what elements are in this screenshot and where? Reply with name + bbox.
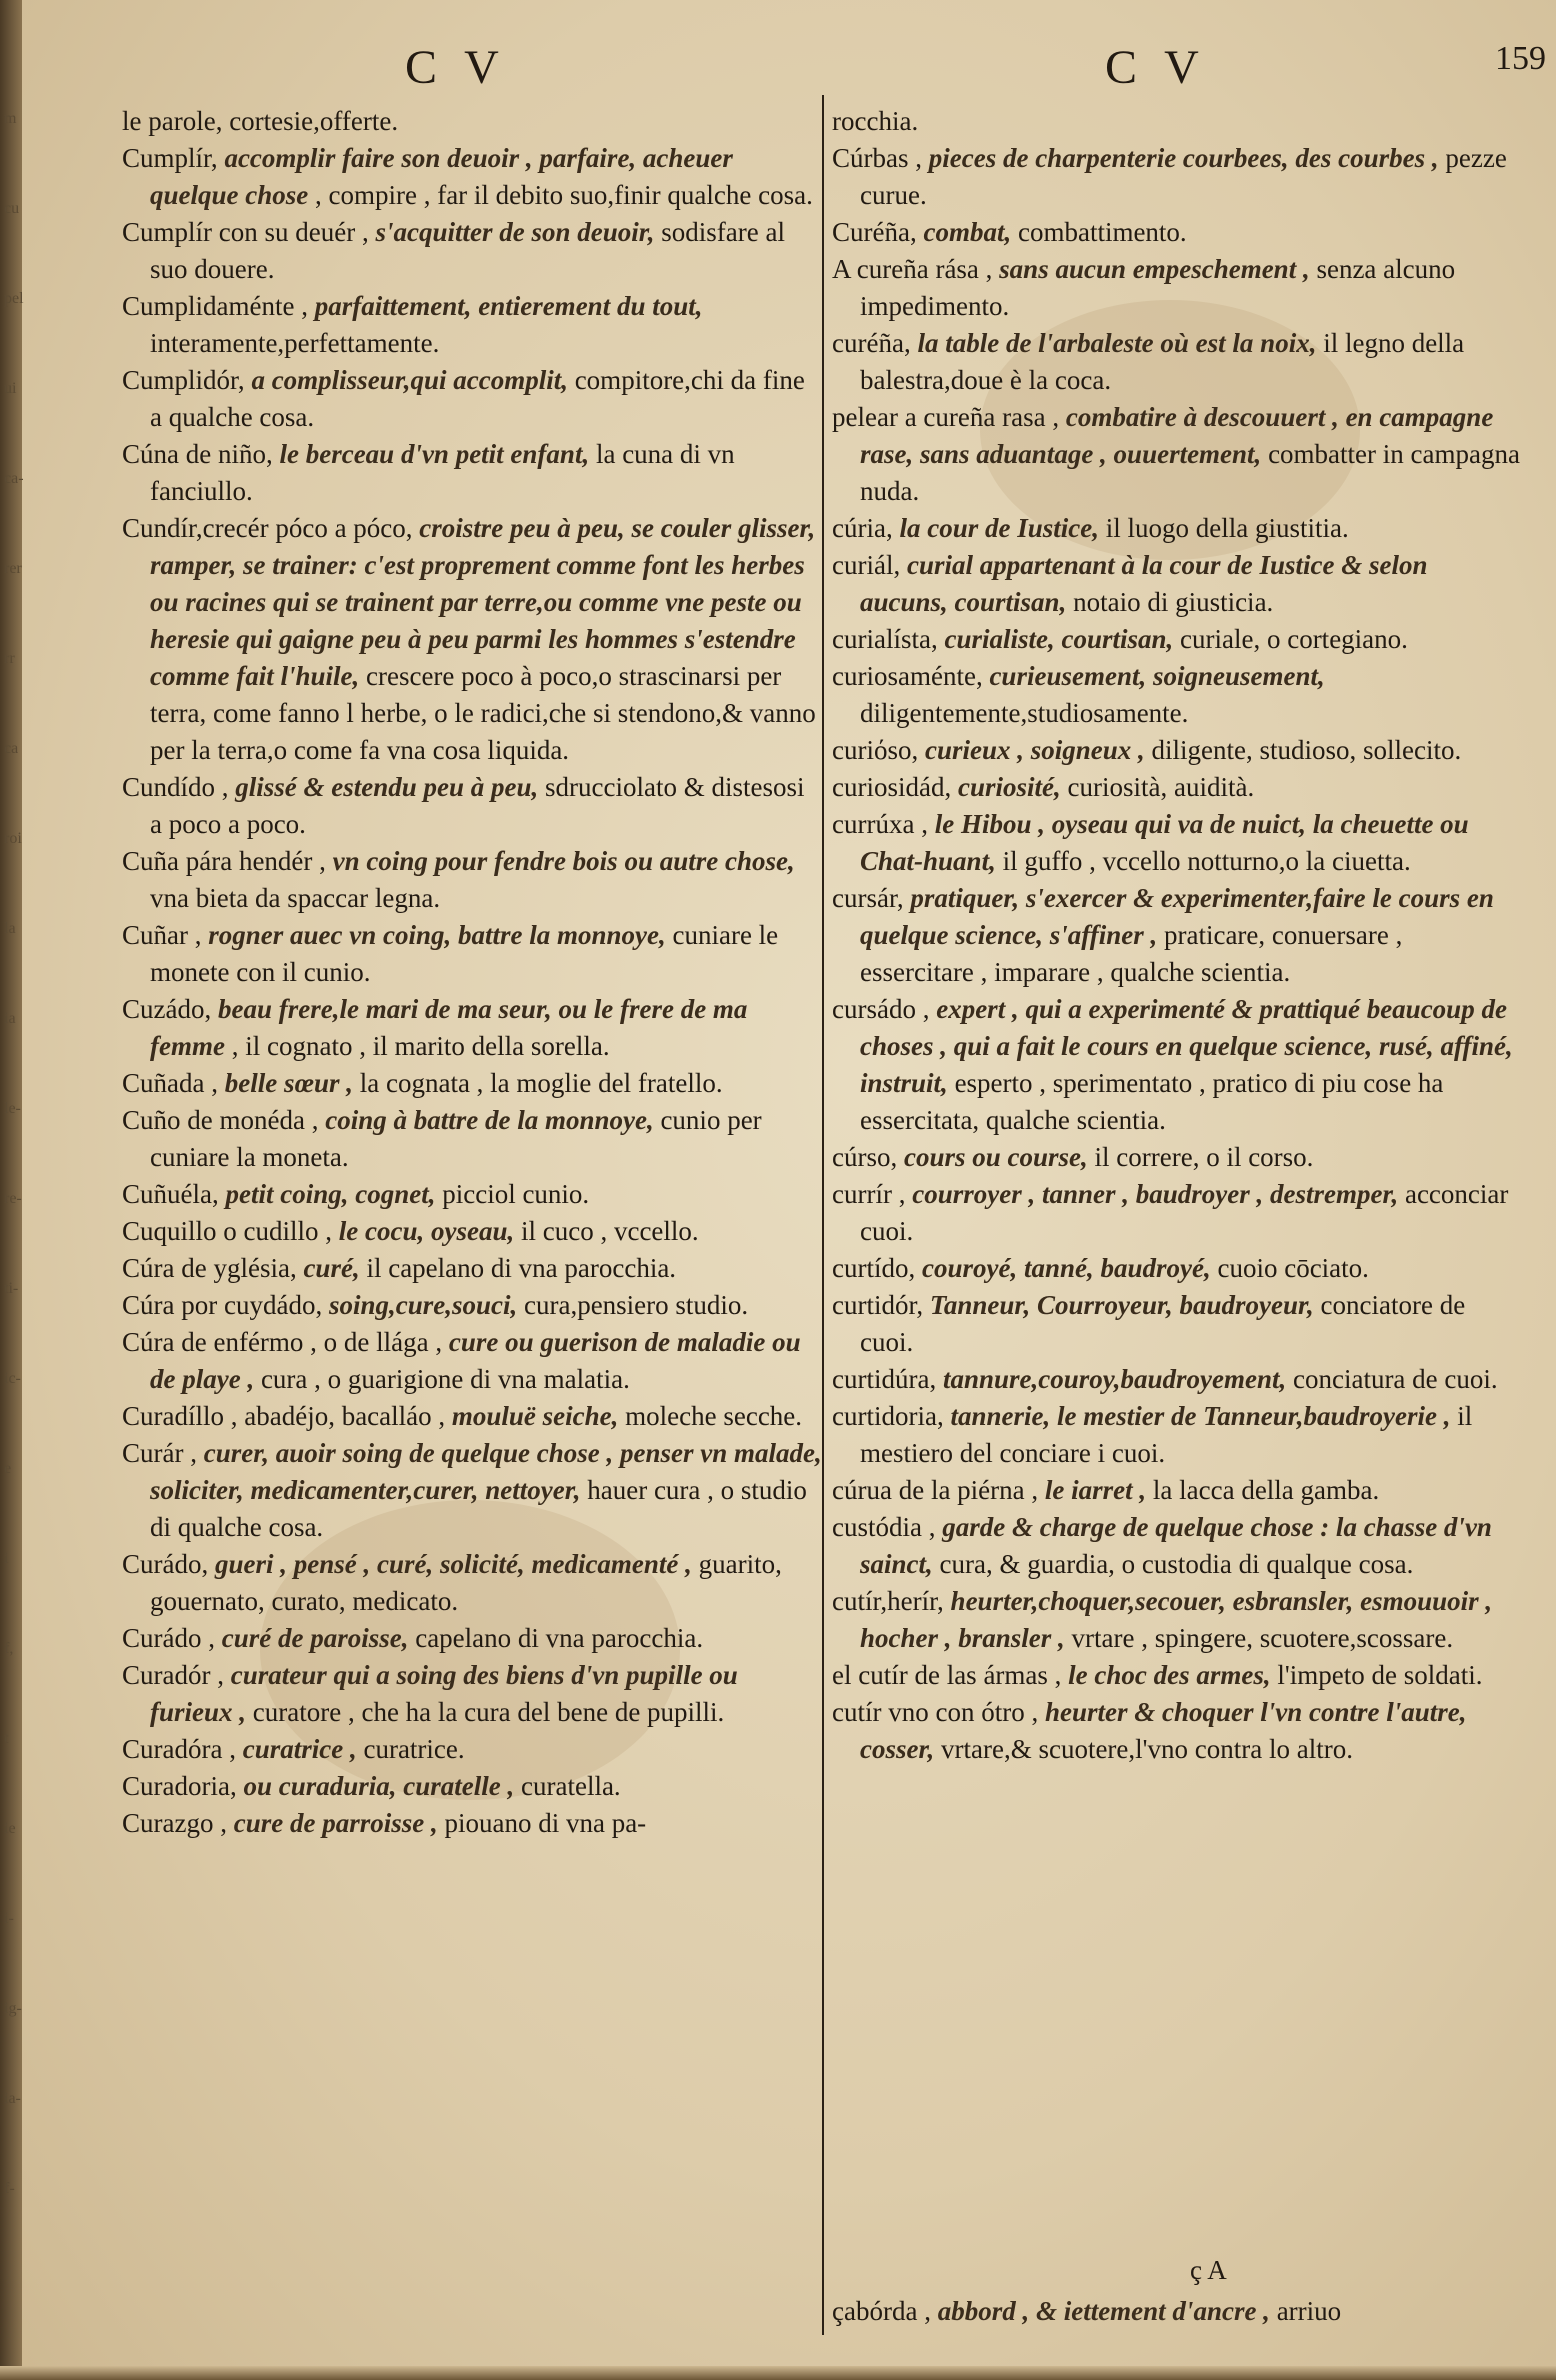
headword-spanish: currír , <box>832 1179 906 1209</box>
headword-spanish: Cuñuéla, <box>122 1179 219 1209</box>
translation-french: abbord , & iettement d'ancre , <box>937 2296 1270 2326</box>
margin-fragment: pel <box>4 290 24 307</box>
dictionary-entry <box>122 1398 822 1435</box>
translation-french: la table de l'arbaleste où est la noix, <box>917 328 1317 358</box>
headword-spanish: Curár , <box>122 1438 197 1468</box>
dictionary-entry <box>832 547 1522 621</box>
translation-french: gueri , pensé , curé, solicité, medicamenté , <box>214 1549 692 1579</box>
dictionary-entry <box>122 1324 822 1398</box>
translation-french: curateur qui a soing des biens d'vn pupille ou furieux , <box>150 1660 738 1727</box>
margin-fragment: la <box>4 920 16 937</box>
translation-french: couroyé, tanné, baudroyé, <box>921 1253 1211 1283</box>
dictionary-entry <box>122 843 822 917</box>
translation-french: tannure,couroy,baudroyement, <box>942 1364 1287 1394</box>
translation-italian: vrtare,& scuotere,l'vno contra lo altro. <box>941 1734 1353 1764</box>
headword-spanish: Cundír,crecér póco a póco, <box>122 513 413 543</box>
translation-italian: conciatore de cuoi. <box>860 1290 1466 1357</box>
translation-italian: notaio di giusticia. <box>1073 587 1274 617</box>
translation-french: mouluë seiche, <box>451 1401 619 1431</box>
headword-spanish: Cundído , <box>122 772 229 802</box>
translation-french: la cour de Iustice, <box>899 513 1099 543</box>
translation-italian: vna bieta da spaccar legna. <box>150 883 441 913</box>
translation-french: le iarret , <box>1044 1475 1147 1505</box>
translation-french: coing à battre de la monnoye, <box>325 1105 654 1135</box>
translation-french: soing,cure,souci, <box>328 1290 518 1320</box>
translation-italian: combattimento. <box>1017 217 1187 247</box>
headword-spanish: curtidór, <box>832 1290 924 1320</box>
translation-french: cours ou course, <box>903 1142 1088 1172</box>
translation-italian: la lacca della gamba. <box>1152 1475 1380 1505</box>
translation-italian: capelano di vna parocchia. <box>415 1623 704 1653</box>
translation-french: curé, <box>303 1253 360 1283</box>
headword-spanish: Cúra de yglésia, <box>122 1253 297 1283</box>
headword-spanish: Curadóra , <box>122 1734 236 1764</box>
margin-fragment: ti- <box>4 1280 19 1297</box>
headword-spanish: cutír vno con ótro , <box>832 1697 1039 1727</box>
translation-french: sans aucun empeschement , <box>999 254 1310 284</box>
dictionary-entry <box>122 1213 822 1250</box>
dictionary-entry <box>122 436 822 510</box>
dictionary-entry <box>832 1176 1522 1250</box>
headword-spanish: Curazgo , <box>122 1808 227 1838</box>
translation-french: courroyer , tanner , baudroyer , destremper, <box>912 1179 1399 1209</box>
translation-italian: praticare, conuersare , essercitare , imparare , qualche scientia. <box>860 920 1403 987</box>
translation-italian: curatella. <box>521 1771 621 1801</box>
headword-spanish: cúrua de la piérna , <box>832 1475 1039 1505</box>
translation-french: curiosité, <box>957 772 1061 802</box>
translation-italian: picciol cunio. <box>442 1179 590 1209</box>
margin-fragment: rr <box>4 650 15 667</box>
headword-spanish: Cuzádo, <box>122 994 212 1024</box>
dictionary-entry <box>122 1546 822 1620</box>
translation-french: expert , qui a experimenté & prattiqué beaucoup de choses , qui a fait le cours en quelque science, rusé, affiné, instruit, <box>860 994 1513 1098</box>
dictionary-entry <box>832 1583 1522 1657</box>
translation-french: rogner auec vn coing, battre la monnoye, <box>208 920 666 950</box>
dictionary-entry <box>832 1694 1522 1768</box>
headword-spanish: curtído, <box>832 1253 916 1283</box>
translation-french: le Hibou , oyseau qui va de nuict, la cheuette ou Chat-huant, <box>860 809 1469 876</box>
translation-italian: il mestiero del conciare i cuoi. <box>860 1401 1473 1468</box>
headword-spanish: cúria, <box>832 513 893 543</box>
dictionary-entry <box>832 880 1522 991</box>
dictionary-entry <box>122 1768 822 1805</box>
translation-french: heurter,choquer,secouer, esbransler, esmouuoir , hocher , bransler , <box>860 1586 1493 1653</box>
dictionary-entry <box>832 1361 1522 1398</box>
dictionary-entry-last <box>832 2293 1341 2330</box>
translation-french: ou curaduria, curatelle , <box>243 1771 515 1801</box>
headword-spanish: currúxa , <box>832 809 928 839</box>
dictionary-entry <box>122 1287 822 1324</box>
headword-spanish: curiosidád, <box>832 772 952 802</box>
translation-italian: arriuo <box>1276 2296 1342 2326</box>
translation-italian: piouano di vna pa- <box>444 1808 647 1838</box>
dictionary-entry <box>832 1509 1522 1583</box>
headword-spanish: curiόso, <box>832 735 919 765</box>
translation-french: pieces de charpenterie courbees, des courbes , <box>928 143 1439 173</box>
dictionary-entry <box>832 806 1522 880</box>
dictionary-entry <box>832 658 1522 732</box>
translation-italian: sodisfare al suo douere. <box>150 217 785 284</box>
translation-italian: crescere poco à poco,o strascinarsi per terra, come fanno l herbe, o le radici,che si stendono,& vanno per la terra,o come fa vna cosa liquida. <box>150 661 816 765</box>
headword-spanish: curéña, <box>832 328 911 358</box>
translation-italian: sdrucciolato & distesosi a poco a poco. <box>150 772 805 839</box>
translation-italian: acconciar cuoi. <box>860 1179 1509 1246</box>
dictionary-entry <box>122 1065 822 1102</box>
headword-spanish: Cuquillo o cudillo , <box>122 1216 333 1246</box>
dictionary-entry <box>122 103 822 140</box>
catchword: ç A <box>1190 2255 1227 2285</box>
translation-french: s'acquitter de son deuoir, <box>375 217 655 247</box>
translation-italian: conciatura de cuoi. <box>1292 1364 1498 1394</box>
translation-italian: cura, & guardia, o custodia di qualque cosa. <box>939 1549 1414 1579</box>
translation-french: beau frere,le mari de ma seur, ou le frere de ma femme <box>150 994 748 1061</box>
headword-spanish: Cumplír, <box>122 143 218 173</box>
headword-spanish: curiál, <box>832 550 901 580</box>
margin-fragment: f, <box>4 1640 14 1657</box>
dictionary-entry <box>832 399 1522 510</box>
margin-fragment: t <box>4 1730 9 1747</box>
headword-spanish: curtidoria, <box>832 1401 944 1431</box>
dictionary-entry <box>122 1620 822 1657</box>
margin-fragment: ig- <box>4 2000 22 2017</box>
headword-spanish: Cúna de niño, <box>122 439 273 469</box>
dictionary-entry <box>832 1139 1522 1176</box>
page-number: 159 <box>1495 40 1546 77</box>
translation-french: glissé & estendu peu à peu, <box>235 772 539 802</box>
translation-italian: diligente, studioso, sollecito. <box>1151 735 1462 765</box>
dictionary-entry <box>122 1176 822 1213</box>
headword-spanish: le parole, cortesie,offerte. <box>122 106 399 136</box>
translation-italian: esperto , sperimentato , pratico di piu cose ha essercitata, qualche scientia. <box>860 1068 1444 1135</box>
margin-fragment: ia- <box>4 2090 21 2107</box>
translation-french: curialiste, courtisan, <box>944 624 1174 654</box>
translation-french: curatrice , <box>242 1734 357 1764</box>
translation-italian: il luogo della giustitia. <box>1105 513 1349 543</box>
headword-spanish: cutír,herír, <box>832 1586 944 1616</box>
dictionary-entry <box>122 1250 822 1287</box>
translation-french: cure de parroisse , <box>233 1808 438 1838</box>
margin-fragment: i <box>4 1550 9 1567</box>
translation-italian: il cuco , vccello. <box>520 1216 699 1246</box>
dictionary-entry <box>122 1731 822 1768</box>
translation-italian: il legno della balestra,doue è la coca. <box>860 328 1465 395</box>
translation-italian: cura,pensiero studio. <box>523 1290 749 1320</box>
dictionary-entry <box>832 103 1522 140</box>
translation-french: a complisseur,qui accomplit, <box>251 365 568 395</box>
margin-fragment: ia <box>4 1010 16 1027</box>
dictionary-entry <box>122 140 822 214</box>
margin-fragment: cu <box>4 200 20 217</box>
headword-spanish: çabórda , <box>832 2296 931 2326</box>
dictionary-entry <box>832 621 1522 658</box>
headword-spanish: Cumplír con su deuér , <box>122 217 369 247</box>
dictionary-entry <box>832 140 1522 214</box>
translation-italian: il capelano di vna parocchia. <box>366 1253 677 1283</box>
dictionary-entry <box>832 1657 1522 1694</box>
headword-spanish: custódia , <box>832 1512 936 1542</box>
headword-spanish: Curadór , <box>122 1660 224 1690</box>
translation-french: curer, auoir soing de quelque chose , penser vn malade, soliciter, medicamenter,curer, nettoyer, <box>150 1438 822 1505</box>
translation-french: garde & charge de quelque chose : la chasse d'vn sainct, <box>860 1512 1492 1579</box>
translation-italian: curiale, o cortegiano. <box>1180 624 1408 654</box>
right-column <box>832 103 1522 2326</box>
translation-italian: curiosità, auidità. <box>1067 772 1255 802</box>
headword-spanish: curtidúra, <box>832 1364 937 1394</box>
headword-spanish: rocchia. <box>832 106 919 136</box>
dictionary-entry <box>832 769 1522 806</box>
margin-fragment: i- <box>4 1910 14 1927</box>
headword-spanish: Cúra de enférmo , o de llága , <box>122 1327 443 1357</box>
translation-italian: curatore , che ha la cura del bene de pupilli. <box>252 1697 725 1727</box>
translation-french: le choc des armes, <box>1068 1660 1271 1690</box>
translation-italian: curatrice. <box>363 1734 465 1764</box>
translation-italian: il guffo , vccello notturno,o la ciuetta. <box>1002 846 1411 876</box>
headword-spanish: Curádo, <box>122 1549 209 1579</box>
translation-italian: il correre, o il corso. <box>1094 1142 1314 1172</box>
margin-fragment: re- <box>4 1190 22 1207</box>
translation-french: curieux , soigneux , <box>924 735 1145 765</box>
headword-spanish: curialísta, <box>832 624 938 654</box>
translation-italian: la cuna di vn fanciullo. <box>150 439 735 506</box>
translation-french: petit coing, cognet, <box>225 1179 436 1209</box>
dictionary-entry <box>122 1805 822 1842</box>
margin-fragment: ie <box>4 1820 16 1837</box>
left-column <box>122 103 822 1842</box>
translation-italian: interamente,perfettamente. <box>150 328 440 358</box>
translation-italian: combatter in campagna nuda. <box>860 439 1520 506</box>
margin-fragment: e <box>4 1460 12 1477</box>
translation-french: heurter & choquer l'vn contre l'autre, cosser, <box>860 1697 1467 1764</box>
headword-spanish: Cumplidór, <box>122 365 245 395</box>
margin-fragment: f- <box>4 2180 15 2197</box>
translation-french: pratiquer, s'exercer & experimenter,faire le cours en quelque science, s'affiner , <box>860 883 1494 950</box>
page-bottom-edge <box>0 2366 1556 2380</box>
headword-spanish: Curéña, <box>832 217 917 247</box>
headword-spanish: Curadíllo , abadéjo, bacalláo , <box>122 1401 446 1431</box>
dictionary-entry <box>832 1472 1522 1509</box>
translation-french: curial appartenant à la cour de Iustice & selon aucuns, courtisan, <box>860 550 1428 617</box>
translation-french: combat, <box>923 217 1012 247</box>
margin-fragment: ca- <box>4 470 24 487</box>
headword-spanish: pelear a cureña rasa , <box>832 402 1060 432</box>
headword-spanish: cúrso, <box>832 1142 898 1172</box>
dictionary-entry <box>832 510 1522 547</box>
translation-french: curé de paroisse, <box>221 1623 409 1653</box>
dictionary-entry <box>122 1102 822 1176</box>
translation-french: cure ou guerison de maladie ou de playe , <box>150 1327 801 1394</box>
headword-spanish: Cumplidaménte , <box>122 291 308 321</box>
headword-spanish: cursár, <box>832 883 904 913</box>
dictionary-entry <box>832 732 1522 769</box>
headword-spanish: Cuño de monéda , <box>122 1105 319 1135</box>
dictionary-entry <box>122 510 822 769</box>
headword-spanish: Cuñar , <box>122 920 202 950</box>
translation-italian: compitore,chi da fine a qualche cosa. <box>150 365 805 432</box>
dictionary-entry <box>832 251 1522 325</box>
headword-spanish: Cuña pára hendér , <box>122 846 326 876</box>
header-right: C V <box>1105 41 1207 94</box>
translation-french: combatire à descouuert , en campagne rase, sans aduantage , ouuertement, <box>860 402 1494 469</box>
translation-french: parfaittement, entierement du tout, <box>314 291 703 321</box>
margin-fragment: ca <box>4 740 19 757</box>
dictionary-entry <box>122 991 822 1065</box>
dictionary-entry <box>122 362 822 436</box>
margin-fragment: le- <box>4 1100 21 1117</box>
translation-italian: cuniare le monete con il cunio. <box>150 920 779 987</box>
dictionary-entry <box>832 325 1522 399</box>
margin-fragment: ui <box>4 380 17 397</box>
translation-italian: pezze curue. <box>860 143 1507 210</box>
dictionary-entry <box>122 214 822 288</box>
translation-italian: , compire , far il debito suo,finir qualche cosa. <box>315 180 813 210</box>
translation-italian: cura , o guarigione di vna malatia. <box>260 1364 630 1394</box>
dictionary-entry <box>122 288 822 362</box>
margin-fragment: roi <box>4 830 22 847</box>
dictionary-entry <box>832 1398 1522 1472</box>
dictionary-entry <box>122 769 822 843</box>
header-left: C V <box>405 41 507 94</box>
translation-french: le berceau d'vn petit enfant, <box>279 439 590 469</box>
translation-italian: cuoio cōciato. <box>1217 1253 1369 1283</box>
translation-italian: guarito, gouernato, curato, medicato. <box>150 1549 782 1616</box>
dictionary-entry <box>122 1435 822 1546</box>
translation-french: belle sœur , <box>224 1068 353 1098</box>
translation-italian: diligentemente,studiosamente. <box>860 698 1189 728</box>
translation-italian: , il cognato , il marito della sorella. <box>231 1031 610 1061</box>
translation-french: vn coing pour fendre bois ou autre chose, <box>332 846 795 876</box>
translation-french: accomplir faire son deuoir , parfaire, acheuer quelque chose <box>150 143 733 210</box>
translation-italian: cunio per cuniare la moneta. <box>150 1105 762 1172</box>
margin-fragment: m <box>4 110 17 127</box>
dictionary-entry <box>832 214 1522 251</box>
headword-spanish: A cureña rása , <box>832 254 993 284</box>
dictionary-entry <box>832 991 1522 1139</box>
translation-french: croistre peu à peu, se couler glisser, ramper, se trainer: c'est proprement comme font les herbes ou racines qui se trainent par terre,ou comme vne peste ou heresie qui gaigne peu à peu parmi les hommes s'estendre comme fait l'huile, <box>150 513 816 691</box>
dictionary-entry <box>832 1250 1522 1287</box>
headword-spanish: Cúra por cuydádo, <box>122 1290 323 1320</box>
headword-spanish: curiosaménte, <box>832 661 983 691</box>
headword-spanish: Cuñada , <box>122 1068 218 1098</box>
headword-spanish: Curádo , <box>122 1623 215 1653</box>
margin-fragment: rer <box>4 560 22 577</box>
margin-fragment: ic- <box>4 1370 21 1387</box>
translation-french: Tanneur, Courroyeur, baudroyeur, <box>929 1290 1314 1320</box>
headword-spanish: el cutír de las ármas , <box>832 1660 1062 1690</box>
headword-spanish: Curadoria, <box>122 1771 237 1801</box>
translation-italian: vrtare , spingere, scuotere,scossare. <box>1071 1623 1454 1653</box>
translation-italian: hauer cura , o studio di qualche cosa. <box>150 1475 807 1542</box>
dictionary-entry <box>122 1657 822 1731</box>
translation-italian: senza alcuno impedimento. <box>860 254 1456 321</box>
column-divider <box>822 95 824 2335</box>
dictionary-entry <box>832 1287 1522 1361</box>
headword-spanish: Cúrbas , <box>832 143 922 173</box>
translation-french: tannerie, le mestier de Tanneur,baudroyerie , <box>950 1401 1451 1431</box>
translation-french: curieusement, soigneusement, <box>989 661 1325 691</box>
headword-spanish: cursádo , <box>832 994 930 1024</box>
translation-italian: la cognata , la moglie del fratello. <box>359 1068 723 1098</box>
translation-italian: l'impeto de soldati. <box>1277 1660 1483 1690</box>
translation-italian: moleche secche. <box>625 1401 803 1431</box>
dictionary-entry <box>122 917 822 991</box>
translation-french: le cocu, oyseau, <box>338 1216 515 1246</box>
